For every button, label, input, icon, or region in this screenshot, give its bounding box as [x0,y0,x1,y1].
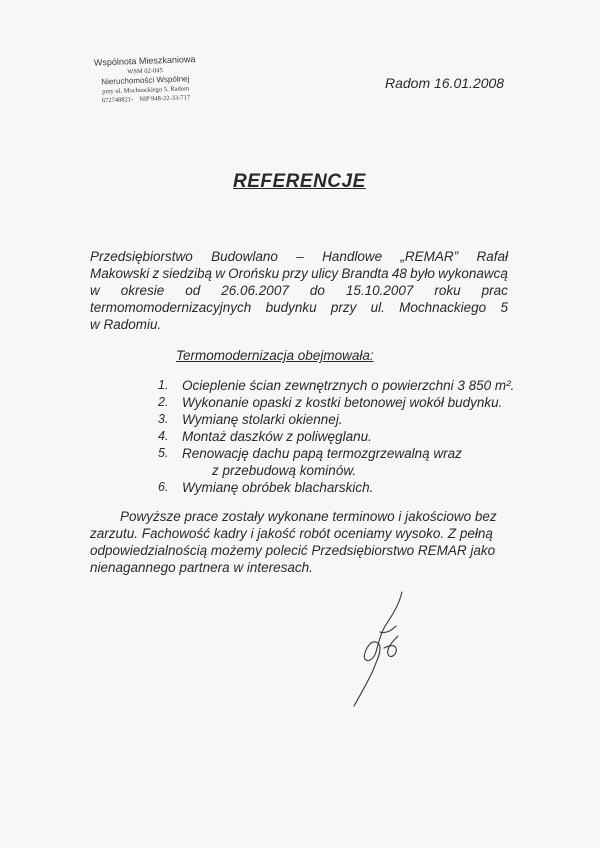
scope-item [158,479,538,496]
stamp-nip: NIP 948-22-33-717 [139,94,191,104]
intro-word: 48 [391,266,407,281]
scope-item-number: 1. [158,378,169,392]
intro-word: do [309,283,325,298]
intro-word: roku [434,283,461,298]
scope-item-text: Montaż daszków z poliwęglanu. [182,429,372,444]
intro-line [90,248,508,265]
intro-word: od [185,283,201,298]
intro-word: w [215,266,225,281]
intro-word: okresie [120,283,165,298]
intro-word: było [410,266,435,281]
document-title: REFERENCJE [233,171,366,192]
scope-item [158,394,538,411]
intro-line [90,265,508,282]
stamp-line: Wspólnota Mieszkaniowa [93,54,196,68]
scope-list [158,377,538,496]
intro-word: termomomodernizacyjnych [90,300,252,315]
scope-item-text: Wykonanie opaski z kostki betonowej wokół budynku. [182,395,503,410]
closing-paragraph [90,508,528,576]
scope-item [158,445,538,479]
intro-word: Makowski [90,266,150,281]
intro-line [90,282,508,299]
stamp-phone: 672748821- [101,96,134,105]
scope-item-text: Renowację dachu papą termozgrzewalną wraz [182,446,462,461]
handwritten-signature [340,588,420,708]
scope-item-text: Wymianę obróbek blacharskich. [182,480,374,495]
scope-item-number: 5. [158,446,169,460]
intro-word: przy [330,300,357,315]
intro-word: ulicy [311,266,339,281]
stamp-line: przy ul. Mochnackiego 5, Radom [102,85,190,96]
intro-word: Orońsku [228,266,280,281]
intro-word: budynku [265,300,317,315]
scope-item-number: 2. [158,395,169,409]
intro-word: w [90,283,100,298]
intro-word: z [152,266,160,281]
intro-word: 26.06.2007 [221,283,289,298]
place-date: Radom 16.01.2008 [385,75,505,91]
intro-line [90,316,508,333]
intro-word: prac [481,283,508,298]
intro-word: Przedsiębiorstwo [90,249,193,264]
intro-word: przy [282,266,308,281]
intro-word: „REMAR” [400,249,459,264]
scope-item-continuation: z przebudową kominów. [212,463,357,478]
intro-word: Brandta [341,266,389,281]
closing-line: zarzutu. Fachowość kadry i jakość robót oceniamy wysoko. Z pełną [90,526,493,541]
scope-item [158,377,538,394]
scope-item-text: Wymianę stolarki okiennej. [182,412,343,427]
scope-item-number: 3. [158,412,169,426]
intro-word: ul. [370,300,385,315]
intro-word: Mochnackiego [399,300,487,315]
association-stamp [82,54,209,106]
intro-line [90,299,508,316]
scope-item [158,428,538,445]
scope-item-text: Ocieplenie ścian zewnętrznych o powierzchni 3 850 m². [182,378,515,393]
scope-heading: Termomodernizacja obejmowała: [176,348,374,363]
stamp-line: WSM 02-045 [127,67,163,76]
intro-word: siedzibą [162,266,212,281]
closing-line: nienagannego partnera w interesach. [90,560,313,575]
intro-word: 5 [500,300,508,315]
closing-line: Powyższe prace zostały wykonane terminowo i jakościowo bez [120,509,497,524]
intro-word: wykonawcą [438,266,508,281]
scope-item-number: 6. [158,480,169,494]
stamp-line: Nieruchomości Wspólnej [101,74,190,87]
intro-word: Handlowe [322,249,383,264]
intro-word: Rafał [476,249,508,264]
intro-paragraph [90,248,508,333]
intro-word: 15.10.2007 [345,283,414,298]
intro-word: – [296,249,304,264]
scope-item-number: 4. [158,429,169,443]
intro-word: w Radomiu. [90,317,162,332]
scope-item [158,411,538,428]
closing-line: odpowiedzialnością możemy polecić Przedsiębiorstwo REMAR jako [90,543,496,558]
intro-word: Budowlano [211,249,278,264]
